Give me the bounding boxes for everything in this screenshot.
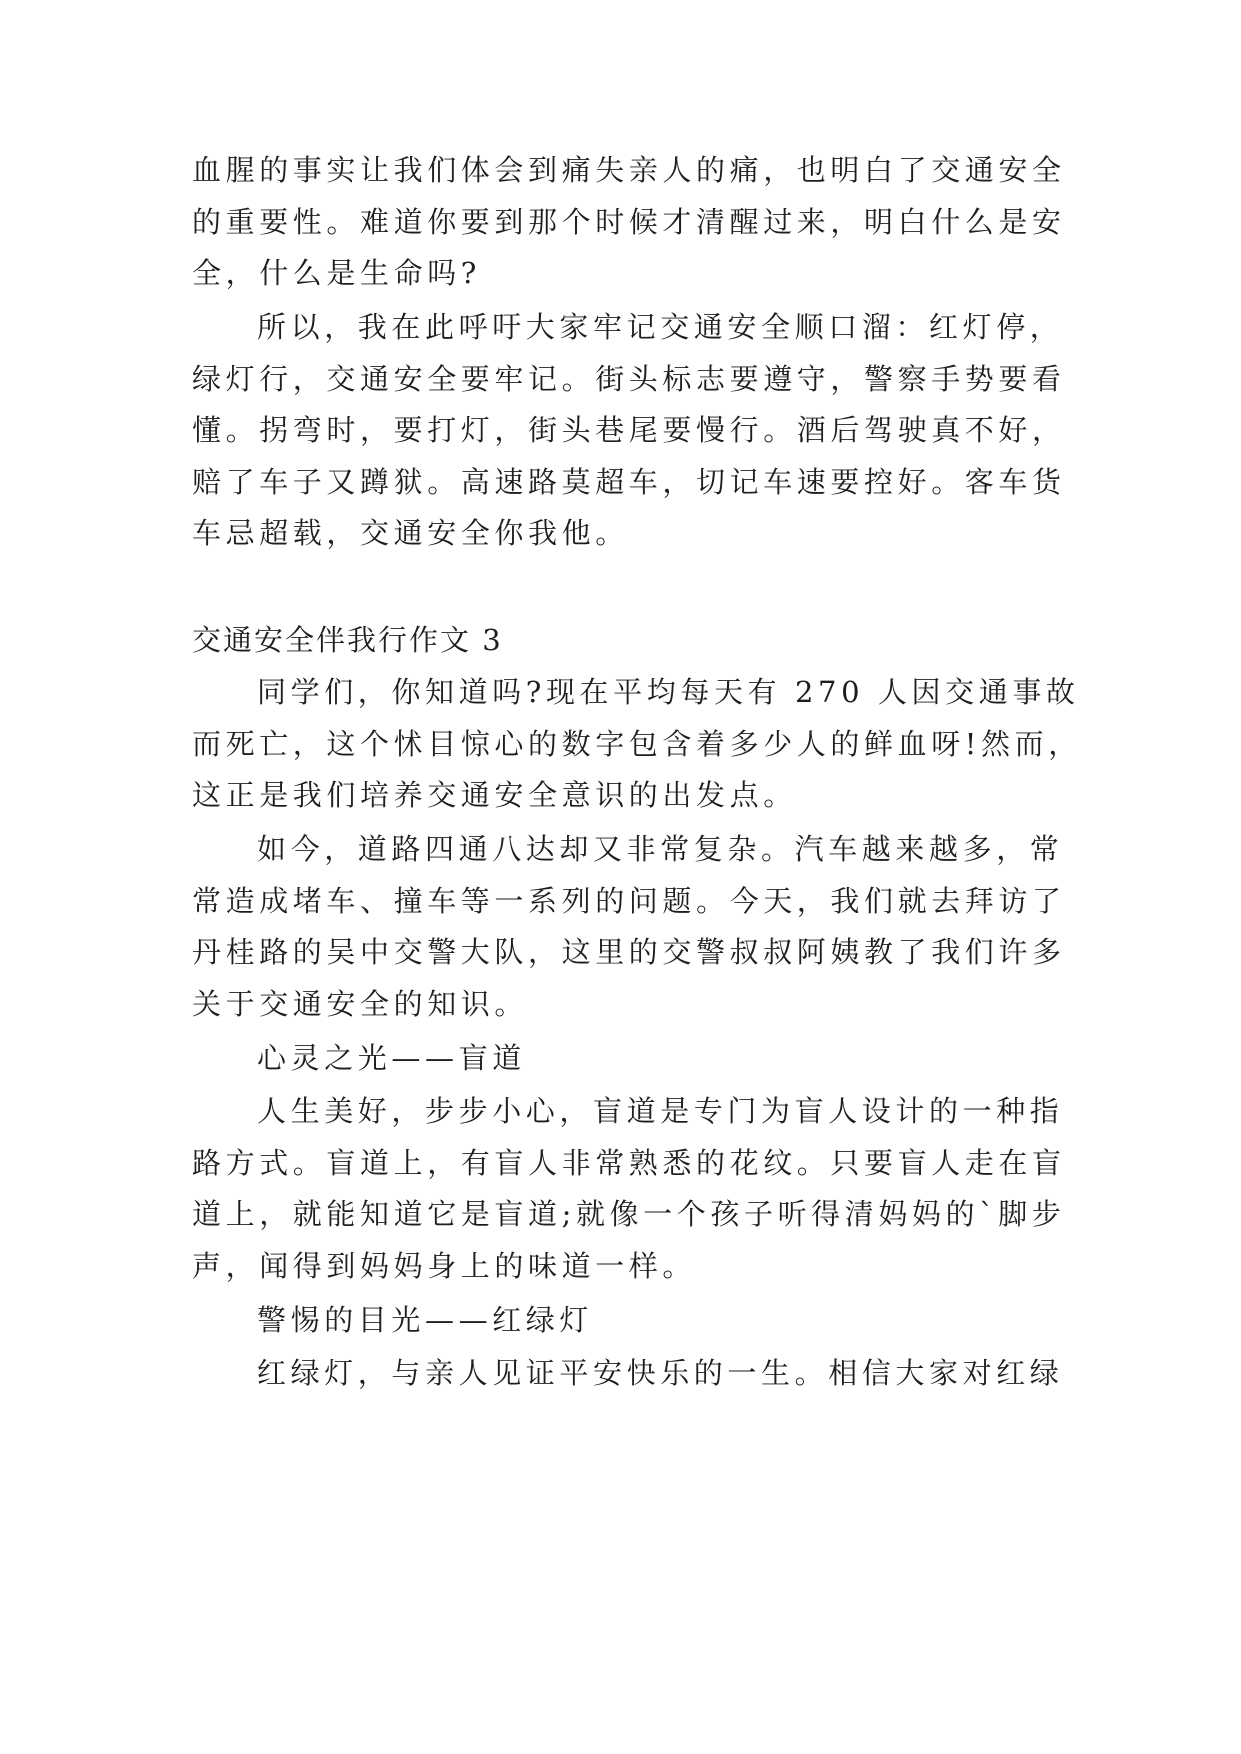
text-line: 懂。拐弯时，要打灯，街头巷尾要慢行。酒后驾驶真不好，: [192, 413, 1066, 447]
text-line: 赔了车子又蹲狱。高速路莫超车，切记车速要控好。客车货: [192, 465, 1066, 499]
text-line: 的重要性。难道你要到那个时候才清醒过来，明白什么是安: [192, 205, 1066, 239]
text-line: 常造成堵车、撞车等一系列的问题。今天，我们就去拜访了: [192, 884, 1066, 918]
text-line: 同学们，你知道吗?现在平均每天有 270 人因交通事故: [257, 675, 1080, 709]
text-line: 路方式。盲道上，有盲人非常熟悉的花纹。只要盲人走在盲: [192, 1146, 1066, 1180]
text-line: 血腥的事实让我们体会到痛失亲人的痛，也明白了交通安全: [192, 153, 1066, 187]
text-line: 这正是我们培养交通安全意识的出发点。: [192, 778, 797, 812]
section-heading: 交通安全伴我行作文 3: [192, 623, 503, 657]
text-line: 全，什么是生命吗?: [192, 256, 481, 290]
subheading: 警惕的目光——红绿灯: [257, 1303, 594, 1337]
text-line: 而死亡，这个怵目惊心的数字包含着多少人的鲜血呀!然而，: [192, 727, 1082, 761]
text-line: 红绿灯，与亲人见证平安快乐的一生。相信大家对红绿: [257, 1356, 1064, 1390]
text-line: 所以，我在此呼吁大家牢记交通安全顺口溜：红灯停，: [257, 310, 1064, 344]
subheading: 心灵之光——盲道: [257, 1041, 526, 1075]
text-line: 关于交通安全的知识。: [192, 987, 529, 1021]
text-line: 人生美好，步步小心，盲道是专门为盲人设计的一种指: [257, 1094, 1064, 1128]
text-line: 绿灯行，交通安全要牢记。街头标志要遵守，警察手势要看: [192, 362, 1066, 396]
text-line: 道上，就能知道它是盲道;就像一个孩子听得清妈妈的`脚步: [192, 1197, 1066, 1231]
text-line: 丹桂路的吴中交警大队，这里的交警叔叔阿姨教了我们许多: [192, 935, 1066, 969]
text-line: 如今，道路四通八达却又非常复杂。汽车越来越多，常: [257, 832, 1064, 866]
text-line: 车忌超载，交通安全你我他。: [192, 516, 629, 550]
text-line: 声，闻得到妈妈身上的味道一样。: [192, 1249, 697, 1283]
